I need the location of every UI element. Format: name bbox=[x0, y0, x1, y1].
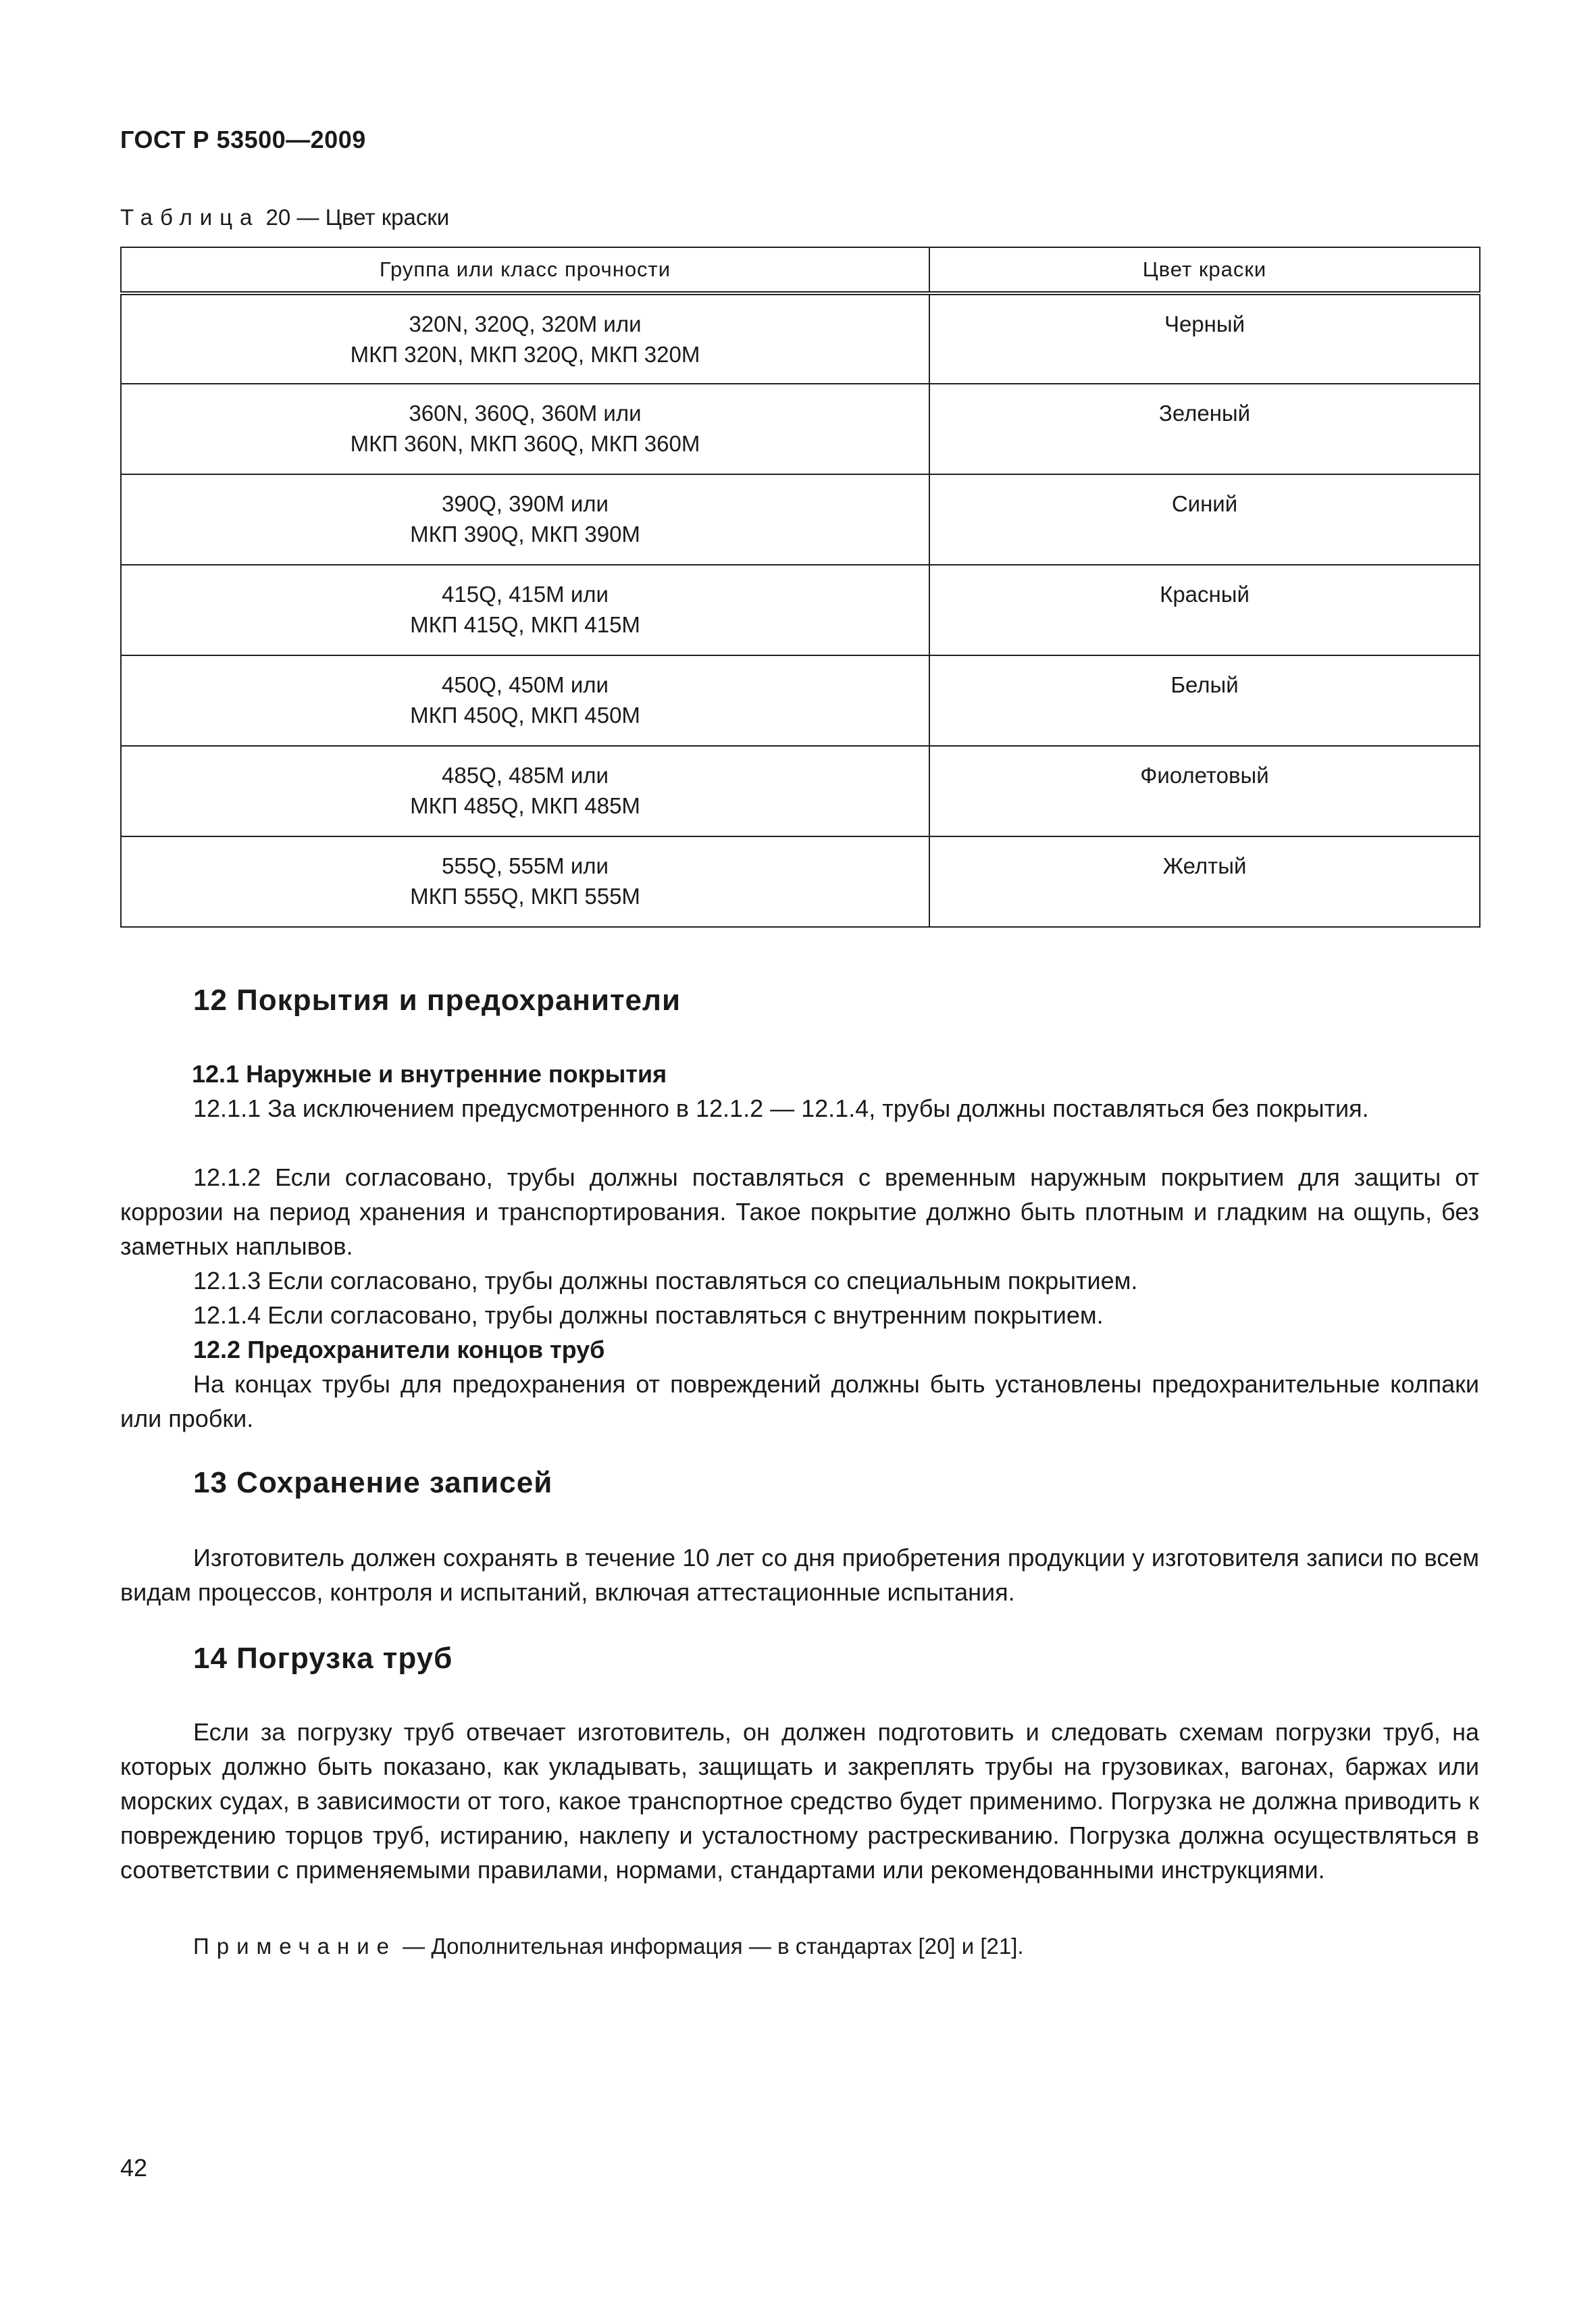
subsection-12-1-title: 12.1 Наружные и внутренние покрытия bbox=[192, 1060, 667, 1088]
table-caption bbox=[120, 205, 449, 230]
subsection-12-2-title: 12.2 Предохранители концов труб bbox=[193, 1336, 605, 1363]
column-header-group: Группа или класс прочности bbox=[121, 247, 929, 293]
paragraph-13: Изготовитель должен сохранять в течение 10 лет со дня приобретения продукции у изготовителя записи по всем видам процессов, контроля и испытаний, включая аттестационные испытания. bbox=[120, 1544, 1479, 1606]
table-row bbox=[121, 836, 1480, 927]
color-cell: Красный bbox=[929, 565, 1480, 655]
group-cell: 320N, 320Q, 320M или МКП 320N, МКП 320Q, МКП 320M bbox=[121, 293, 929, 384]
group-cell: 415Q, 415M или МКП 415Q, МКП 415M bbox=[121, 565, 929, 655]
color-cell: Белый bbox=[929, 655, 1480, 746]
paragraph-12-1-3: 12.1.3 Если согласовано, трубы должны поставляться со специальным покрытием. bbox=[193, 1267, 1138, 1294]
group-cell: 485Q, 485M или МКП 485Q, МКП 485M bbox=[121, 746, 929, 836]
document-header: ГОСТ Р 53500—2009 bbox=[120, 126, 366, 153]
section-13-title: 13 Сохранение записей bbox=[193, 1466, 553, 1499]
color-cell: Желтый bbox=[929, 836, 1480, 927]
table-row bbox=[121, 746, 1480, 836]
table-row bbox=[121, 655, 1480, 746]
color-cell: Черный bbox=[929, 293, 1480, 384]
color-cell: Синий bbox=[929, 474, 1480, 565]
table-caption-text: 20 — Цвет краски bbox=[259, 205, 450, 230]
paragraph-12-1-4: 12.1.4 Если согласовано, трубы должны поставляться с внутренним покрытием. bbox=[193, 1301, 1104, 1329]
section-12-title: 12 Покрытия и предохранители bbox=[193, 984, 681, 1017]
table-row bbox=[121, 565, 1480, 655]
note-word: Примечание bbox=[193, 1934, 397, 1959]
page-number: 42 bbox=[120, 2154, 148, 2182]
note bbox=[193, 1934, 1024, 1959]
note-text: — Дополнительная информация — в стандартах [20] и [21]. bbox=[396, 1934, 1024, 1959]
paragraph-14: Если за погрузку труб отвечает изготовитель, он должен подготовить и следовать схемам погрузки труб, на которых должно быть показано, как укладывать, защищать и закреплять трубы на грузовиках, вагонах, баржах или морских судах, в зависимости от того, какое транспортное средство будет применимо. Погрузка не должна приводить к повреждению торцов труб, истиранию, наклепу и усталостному растрескиванию. Погрузка должна осуществляться в соответствии с применяемыми правилами, нормами, стандартами или рекомендованными инструкциями. bbox=[120, 1718, 1479, 1884]
table-caption-word: Таблица bbox=[120, 205, 260, 230]
group-cell: 390Q, 390M или МКП 390Q, МКП 390M bbox=[121, 474, 929, 565]
group-cell: 555Q, 555M или МКП 555Q, МКП 555M bbox=[121, 836, 929, 927]
group-cell: 450Q, 450M или МКП 450Q, МКП 450M bbox=[121, 655, 929, 746]
paragraph-12-1-1: 12.1.1 За исключением предусмотренного в 12.1.2 — 12.1.4, трубы должны поставляться без покрытия. bbox=[193, 1095, 1369, 1122]
section-14-title: 14 Погрузка труб bbox=[193, 1642, 453, 1675]
group-cell: 360N, 360Q, 360M или МКП 360N, МКП 360Q, МКП 360M bbox=[121, 384, 929, 474]
color-cell: Зеленый bbox=[929, 384, 1480, 474]
color-cell: Фиолетовый bbox=[929, 746, 1480, 836]
table-row bbox=[121, 474, 1480, 565]
column-header-color: Цвет краски bbox=[929, 247, 1480, 293]
table-row bbox=[121, 293, 1480, 384]
paint-color-table bbox=[120, 247, 1481, 928]
paragraph-12-2: На концах трубы для предохранения от повреждений должны быть установлены предохранительные колпаки или пробки. bbox=[120, 1370, 1479, 1432]
paragraph-12-1-2: 12.1.2 Если согласовано, трубы должны поставляться с временным наружным покрытием для защиты от коррозии на период хранения и транспортирования. Такое покрытие должно быть плотным и гладким на ощупь, без заметных наплывов. bbox=[120, 1163, 1479, 1260]
table-row bbox=[121, 384, 1480, 474]
table-header-row bbox=[121, 247, 1480, 293]
